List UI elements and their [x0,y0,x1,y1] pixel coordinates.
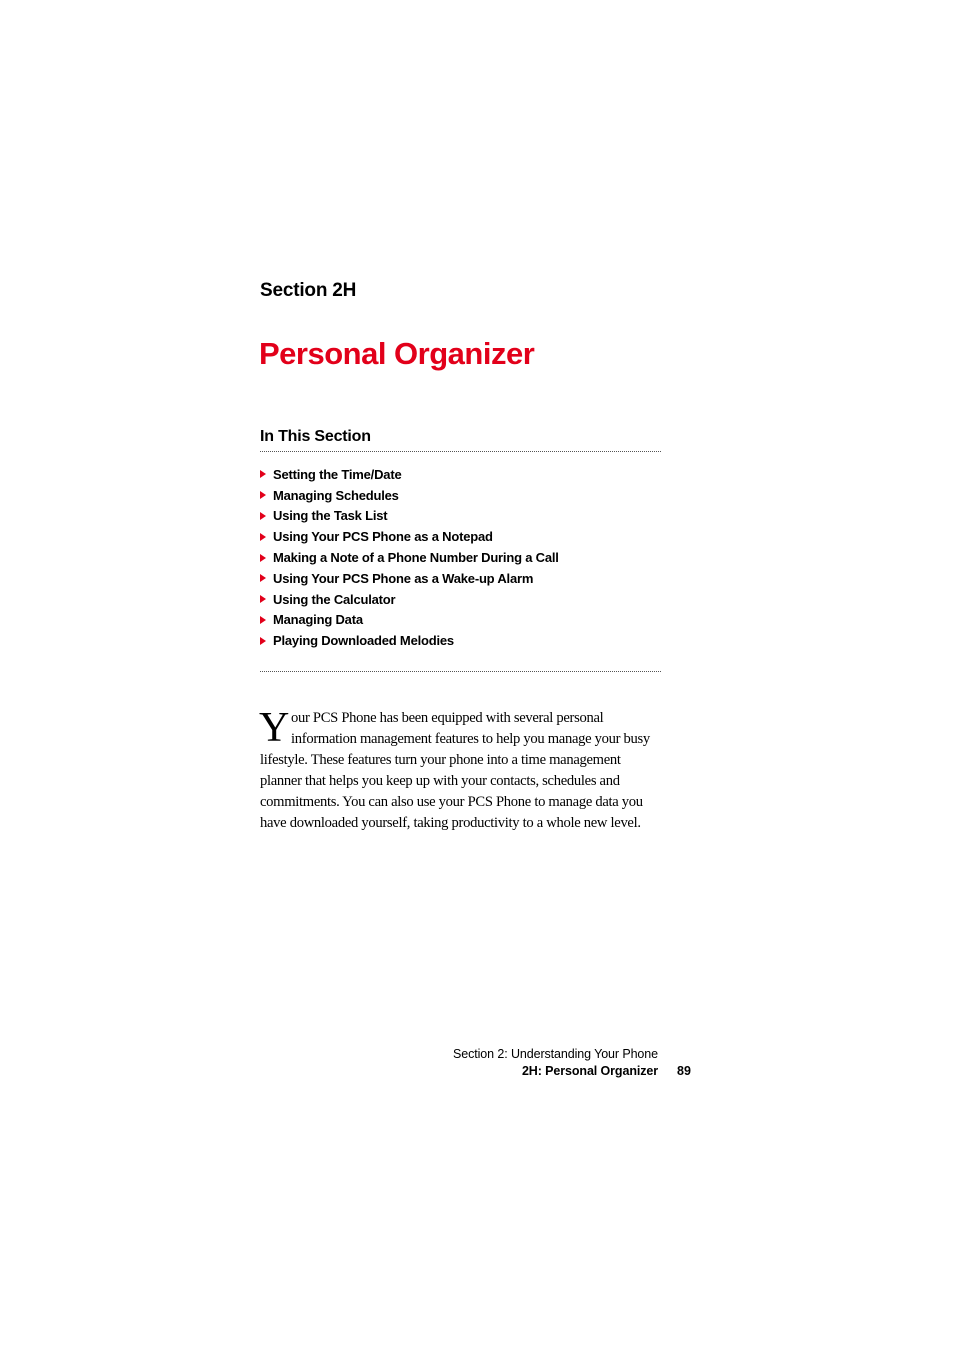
toc-item [260,630,559,651]
toc-item-label: Using the Calculator [273,591,396,607]
toc-item-label: Managing Schedules [273,487,399,503]
toc-item [260,464,559,485]
toc-bottom-divider [260,671,661,672]
intro-paragraph [259,705,662,834]
toc-item [260,568,559,589]
red-triangle-bullet-icon [260,512,266,520]
intro-text: our PCS Phone has been equipped with several personal information management features to help you manage your busy lifestyle. These features turn your phone into a time management planner that helps you keep up with your contacts, schedules and commitments. You can also use your PCS Phone to manage data you have downloaded yourself, taking productivity to a whole new level. [260,710,650,831]
red-triangle-bullet-icon [260,595,266,603]
red-triangle-bullet-icon [260,533,266,541]
page-title: Personal Organizer [259,336,535,371]
red-triangle-bullet-icon [260,616,266,624]
toc-item [260,547,559,568]
red-triangle-bullet-icon [260,491,266,499]
toc-item-label: Playing Downloaded Melodies [273,633,454,649]
page-number: 89 [677,1064,691,1078]
toc-item-label: Using the Task List [273,508,388,524]
toc-item [260,485,559,506]
red-triangle-bullet-icon [260,470,266,478]
toc-item [260,589,559,610]
toc-item-label: Using Your PCS Phone as a Wake-up Alarm [273,570,534,586]
toc-item-label: Making a Note of a Phone Number During a Call [273,550,559,566]
red-triangle-bullet-icon [260,574,266,582]
toc-item [260,526,559,547]
section-label: Section 2H [260,280,357,301]
toc-top-divider [260,451,661,452]
red-triangle-bullet-icon [260,637,266,645]
toc-item-label: Using Your PCS Phone as a Notepad [273,529,493,545]
toc-list [260,464,559,651]
footer-chapter-title: 2H: Personal Organizer [521,1064,658,1078]
toc-item [260,506,559,527]
toc-heading: In This Section [260,428,371,445]
footer-section-title: Section 2: Understanding Your Phone [453,1047,658,1061]
toc-item [260,610,559,631]
drop-cap: Y [259,705,290,751]
toc-item-label: Managing Data [273,612,363,628]
red-triangle-bullet-icon [260,554,266,562]
toc-item-label: Setting the Time/Date [273,466,402,482]
